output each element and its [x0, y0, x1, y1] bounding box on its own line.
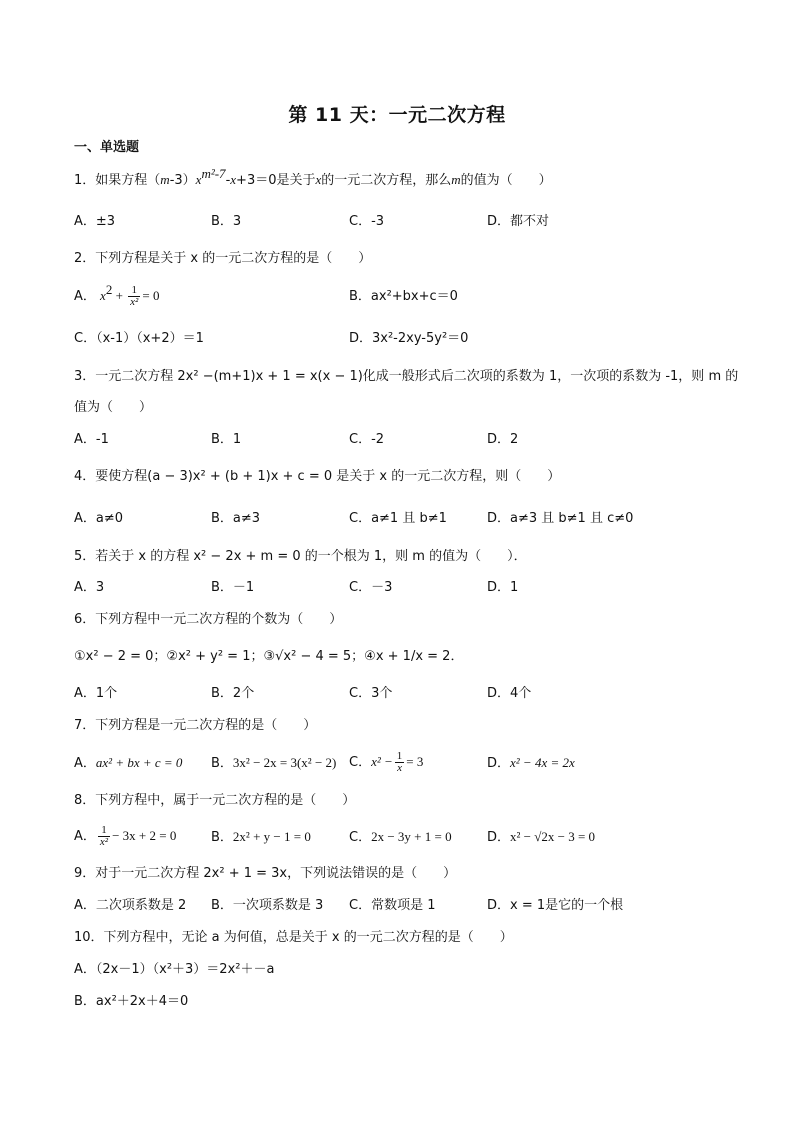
question-9-option-d[interactable]: D．x = 1是它的一个根	[487, 898, 624, 913]
question-6-stem: 6．下列方程中一元二次方程的个数为（ ）	[74, 612, 343, 627]
question-5-option-a[interactable]: A．3	[74, 580, 105, 595]
question-1-option-a[interactable]: A．±3	[74, 214, 116, 229]
question-6-option-d[interactable]: D．4个	[487, 686, 532, 701]
question-9-stem: 9．对于一元二次方程 2x² + 1 = 3x，下列说法错误的是（ ）	[74, 866, 457, 881]
question-4-option-d[interactable]: D．a≠3 且 b≠1 且 c≠0	[487, 511, 634, 526]
question-2-option-b[interactable]: B．ax²+bx+c＝0	[349, 289, 458, 304]
question-6-option-a[interactable]: A．1个	[74, 686, 118, 701]
question-4-option-a[interactable]: A．a≠0	[74, 511, 124, 526]
question-5-option-d[interactable]: D．1	[487, 580, 519, 595]
question-4-option-c[interactable]: C．a≠1 且 b≠1	[349, 511, 447, 526]
question-7-option-b[interactable]: B．3x² − 2x = 3(x² − 2)	[211, 755, 337, 771]
question-10-stem: 10．下列方程中，无论 a 为何值，总是关于 x 的一元二次方程的是（ ）	[74, 930, 513, 945]
question-7-stem: 7．下列方程是一元二次方程的是（ ）	[74, 718, 317, 733]
question-7-option-d[interactable]: D．x² − 4x = 2x	[487, 755, 575, 771]
question-1-option-d[interactable]: D．都不对	[487, 214, 550, 229]
question-5-stem: 5．若关于 x 的方程 x² − 2x + m = 0 的一个根为 1，则 m 的值为（ ）．	[74, 549, 527, 564]
question-1-option-c[interactable]: C．-3	[349, 214, 385, 229]
question-3-option-d[interactable]: D．2	[487, 432, 519, 447]
question-3-stem-line2: 值为（ ）	[74, 400, 153, 415]
question-8-option-d[interactable]: D．x² − √2x − 3 = 0	[487, 829, 596, 845]
question-3-stem-line1: 3．一元二次方程 2x² −(m+1)x + 1 = x(x − 1)化成一般形式后二次项的系数为 1，一次项的系数为 -1，则 m 的	[74, 369, 739, 384]
question-9-option-a[interactable]: A．二次项系数是 2	[74, 898, 187, 913]
question-7-option-c[interactable]: C．x² − $\frac{1}{x}$ = 3	[349, 750, 424, 774]
question-3-option-b[interactable]: B．1	[211, 432, 242, 447]
question-9-option-c[interactable]: C．常数项是 1	[349, 898, 436, 913]
question-4-option-b[interactable]: B．a≠3	[211, 511, 261, 526]
question-8-option-a[interactable]: A． $\frac{1}{\text{x²}}$ − 3x + 2 = 0	[74, 824, 177, 848]
question-3-option-a[interactable]: A．-1	[74, 432, 109, 447]
page-title: 第 11 天：一元二次方程	[288, 104, 506, 126]
question-6-option-c[interactable]: C．3个	[349, 686, 393, 701]
question-6-option-b[interactable]: B．2个	[211, 686, 255, 701]
question-10-option-a[interactable]: A．（2x－1）（x²＋3）＝2x²＋－a	[74, 962, 275, 977]
question-5-option-b[interactable]: B．－1	[211, 580, 255, 595]
question-2-option-c[interactable]: C．（x-1）（x+2）＝1	[74, 331, 204, 346]
question-6-items: ①x² − 2 = 0；②x² + y² = 1；③√x² − 4 = 5；④x + 1/x = 2．	[74, 649, 464, 664]
question-2-stem: 2．下列方程是关于 x 的一元二次方程的是（ ）	[74, 251, 372, 266]
question-2-option-a[interactable]: A． $x^2$ + $\frac{1}{\text{x²}}$ = 0	[74, 282, 160, 308]
question-1-stem: 1．如果方程$(m-3)x^{m^2-7}-x+3=0$是关于x的一元二次方程，那么m的值为（ ）	[74, 166, 552, 188]
section-heading: 一、单选题	[74, 140, 140, 155]
question-4-stem: 4．要使方程(a − 3)x² + (b + 1)x + c = 0 是关于 x 的一元二次方程，则（ ）	[74, 469, 561, 484]
question-10-option-b[interactable]: B．ax²＋2x＋4＝0	[74, 994, 189, 1009]
question-5-option-c[interactable]: C．－3	[349, 580, 393, 595]
question-1-option-b[interactable]: B．3	[211, 214, 242, 229]
question-9-option-b[interactable]: B．一次项系数是 3	[211, 898, 324, 913]
question-2-option-d[interactable]: D．3x²-2xy-5y²＝0	[349, 331, 469, 346]
question-8-stem: 8．下列方程中，属于一元二次方程的是（ ）	[74, 793, 356, 808]
question-3-option-c[interactable]: C．-2	[349, 432, 385, 447]
question-8-option-c[interactable]: C．2x − 3y + 1 = 0	[349, 829, 452, 845]
question-8-option-b[interactable]: B．2x² + y − 1 = 0	[211, 829, 311, 845]
question-7-option-a[interactable]: A．ax² + bx + c = 0	[74, 755, 183, 771]
